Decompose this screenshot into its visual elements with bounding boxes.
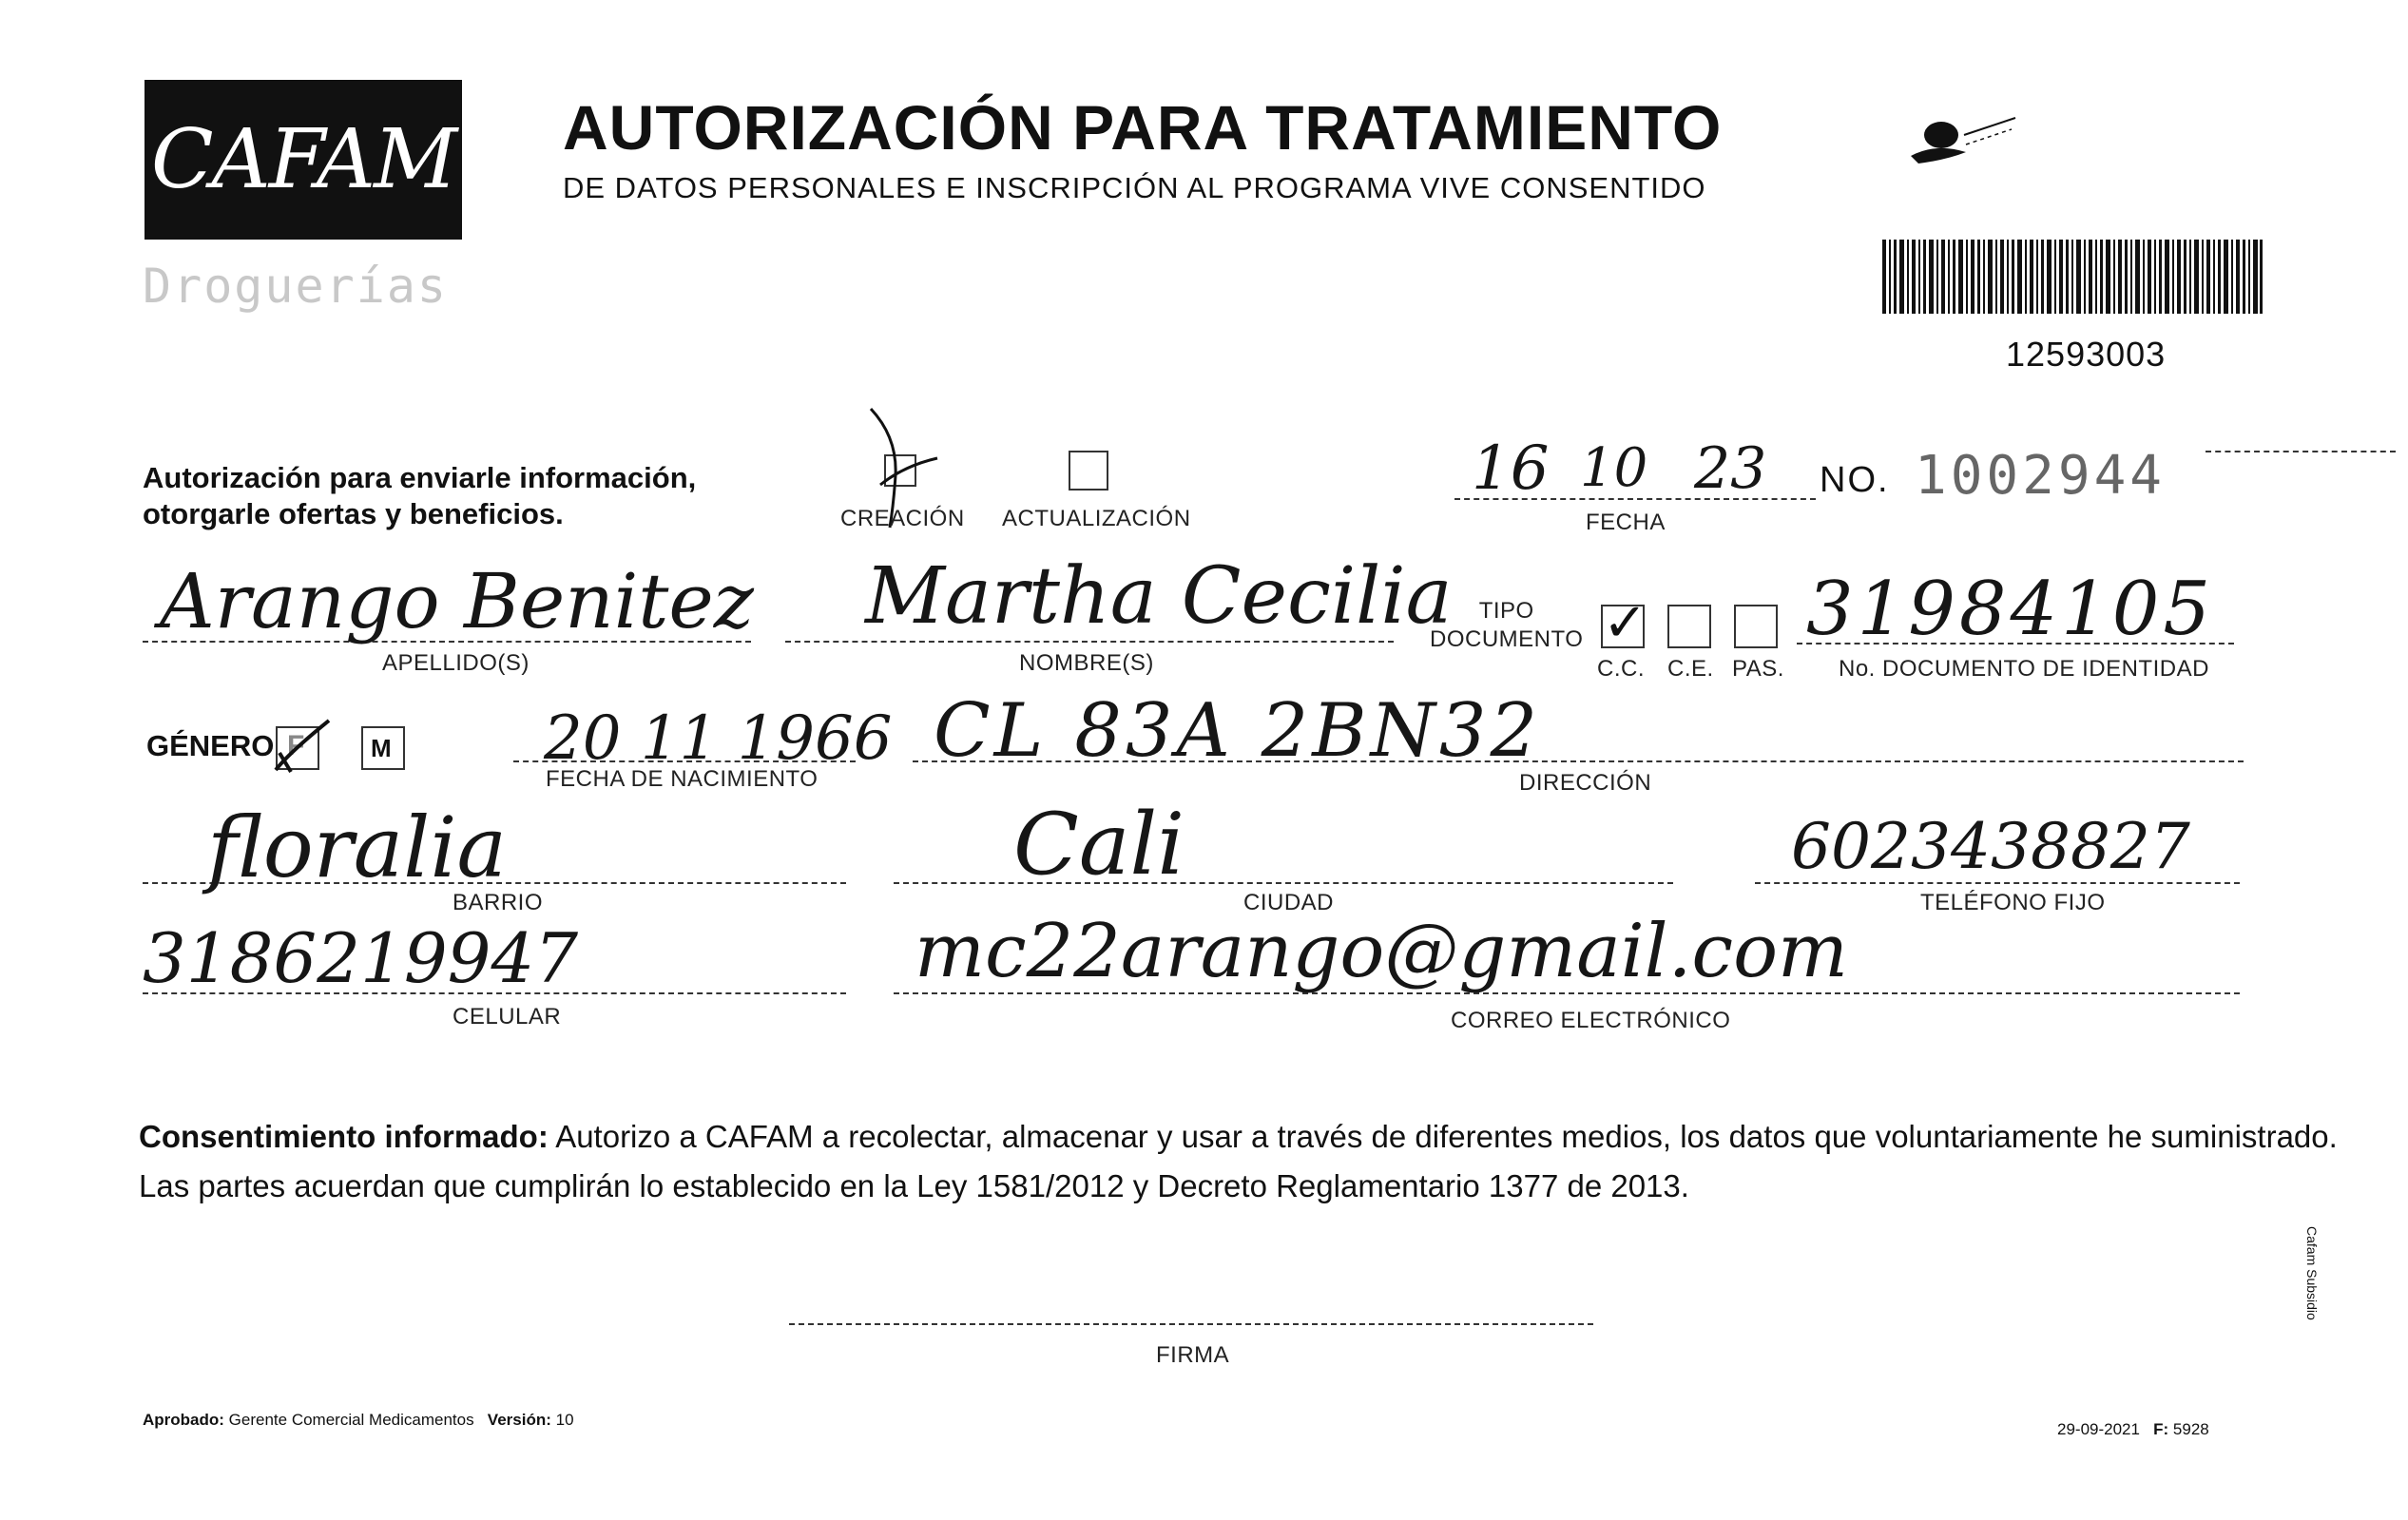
drogueria-logo-text: Droguerías — [143, 259, 449, 314]
ce-checkbox[interactable] — [1667, 605, 1711, 648]
documento-label: No. DOCUMENTO DE IDENTIDAD — [1839, 656, 2209, 682]
signature-label: FIRMA — [1156, 1342, 1230, 1368]
consent-line-1 — [139, 1112, 2338, 1162]
barcode — [1882, 240, 2263, 314]
genero-f-label: F — [287, 730, 305, 761]
celular-value[interactable]: 3186219947 — [143, 918, 579, 998]
genero-m-checkbox[interactable] — [361, 726, 405, 770]
actualizacion-checkbox[interactable] — [1069, 451, 1108, 491]
authorization-line-2: otorgarle ofertas y beneficios. — [143, 497, 564, 530]
cc-label: C.C. — [1597, 656, 1645, 682]
nombres-label: NOMBRE(S) — [1019, 650, 1154, 676]
actualizacion-label: ACTUALIZACIÓN — [1002, 506, 1191, 531]
consent-heading: Consentimiento informado: — [139, 1119, 549, 1154]
barrio-value[interactable]: floralia — [207, 798, 507, 896]
telefono-value[interactable]: 6023438827 — [1791, 810, 2190, 883]
pas-checkbox[interactable] — [1734, 605, 1778, 648]
genero-label: GÉNERO — [146, 729, 275, 762]
fecha-day[interactable]: 16 — [1472, 433, 1550, 504]
seal-icon — [1898, 97, 2031, 173]
barrio-label: BARRIO — [453, 890, 544, 915]
nombres-value[interactable]: Martha Cecilia — [865, 551, 1453, 642]
signature-line[interactable] — [789, 1323, 1593, 1325]
aprobado-value: Gerente Comercial Medicamentos — [228, 1411, 474, 1429]
genero-f-check-mark — [270, 715, 337, 781]
tipo-documento-line-1: TIPO — [1478, 598, 1534, 624]
form-number: 1002944 — [1915, 445, 2167, 507]
form-number-line — [2206, 451, 2396, 452]
consent-paragraph — [139, 1112, 2338, 1211]
footer-approval — [143, 1411, 574, 1430]
version-label: Versión: — [487, 1411, 551, 1429]
direccion-label: DIRECCIÓN — [1519, 770, 1652, 796]
fecha-label: FECHA — [1586, 510, 1666, 535]
telefono-label: TELÉFONO FIJO — [1920, 890, 2106, 915]
footer-code-value: 5928 — [2172, 1420, 2209, 1438]
consent-text-1: Autorizo a CAFAM a recolectar, almacenar y usar a través de diferentes medios, los datos que voluntariamente he suministrado. — [555, 1119, 2338, 1154]
pas-label: PAS. — [1732, 656, 1784, 682]
tipo-documento-label — [1430, 597, 1583, 654]
ce-label: C.E. — [1667, 656, 1714, 682]
logo-text: CAFAM — [150, 112, 456, 207]
direccion-value[interactable]: CL 83A 2BN32 — [934, 688, 1542, 774]
version-value: 10 — [555, 1411, 574, 1429]
authorization-heading — [143, 460, 696, 532]
footer-code-label: F: — [2153, 1420, 2169, 1438]
vertical-brand-text: Cafam Subsidio — [2304, 1226, 2320, 1320]
ciudad-label: CIUDAD — [1243, 890, 1335, 915]
cc-check-mark: ✓ — [1603, 592, 1647, 652]
apellidos-value[interactable]: Arango Benitez — [160, 557, 754, 645]
form-title: AUTORIZACIÓN PARA TRATAMIENTO — [563, 92, 1723, 163]
apellidos-label: APELLIDO(S) — [382, 650, 530, 676]
footer-code — [2057, 1420, 2209, 1439]
celular-label: CELULAR — [453, 1004, 562, 1029]
fecha-month[interactable]: 10 — [1580, 437, 1648, 499]
fecha-nacimiento-value[interactable]: 20 11 1966 — [544, 703, 893, 774]
ciudad-line — [894, 882, 1673, 884]
correo-label: CORREO ELECTRÓNICO — [1451, 1008, 1731, 1033]
ciudad-value[interactable]: Cali — [1013, 795, 1185, 895]
footer-date: 29-09-2021 — [2057, 1420, 2140, 1438]
authorization-line-1: Autorización para enviarle información, — [143, 461, 697, 494]
barcode-number: 12593003 — [2006, 335, 2167, 374]
fecha-nacimiento-label: FECHA DE NACIMIENTO — [546, 766, 819, 792]
fecha-year[interactable]: 23 — [1694, 435, 1767, 502]
cafam-logo — [144, 80, 462, 240]
aprobado-label: Aprobado: — [143, 1411, 224, 1429]
genero-m-label: M — [371, 734, 392, 762]
tipo-documento-line-2: DOCUMENTO — [1430, 626, 1584, 652]
no-label: NO. — [1820, 460, 1890, 500]
consent-line-2: Las partes acuerdan que cumplirán lo establecido en la Ley 1581/2012 y Decreto Reglamentario 1377 de 2013. — [139, 1168, 1689, 1203]
documento-value[interactable]: 31984105 — [1806, 567, 2215, 652]
form-subtitle: DE DATOS PERSONALES E INSCRIPCIÓN AL PROGRAMA VIVE CONSENTIDO — [563, 171, 1706, 204]
creacion-label: CREACIÓN — [840, 506, 965, 531]
correo-value[interactable]: mc22arango@gmail.com — [915, 909, 1849, 994]
